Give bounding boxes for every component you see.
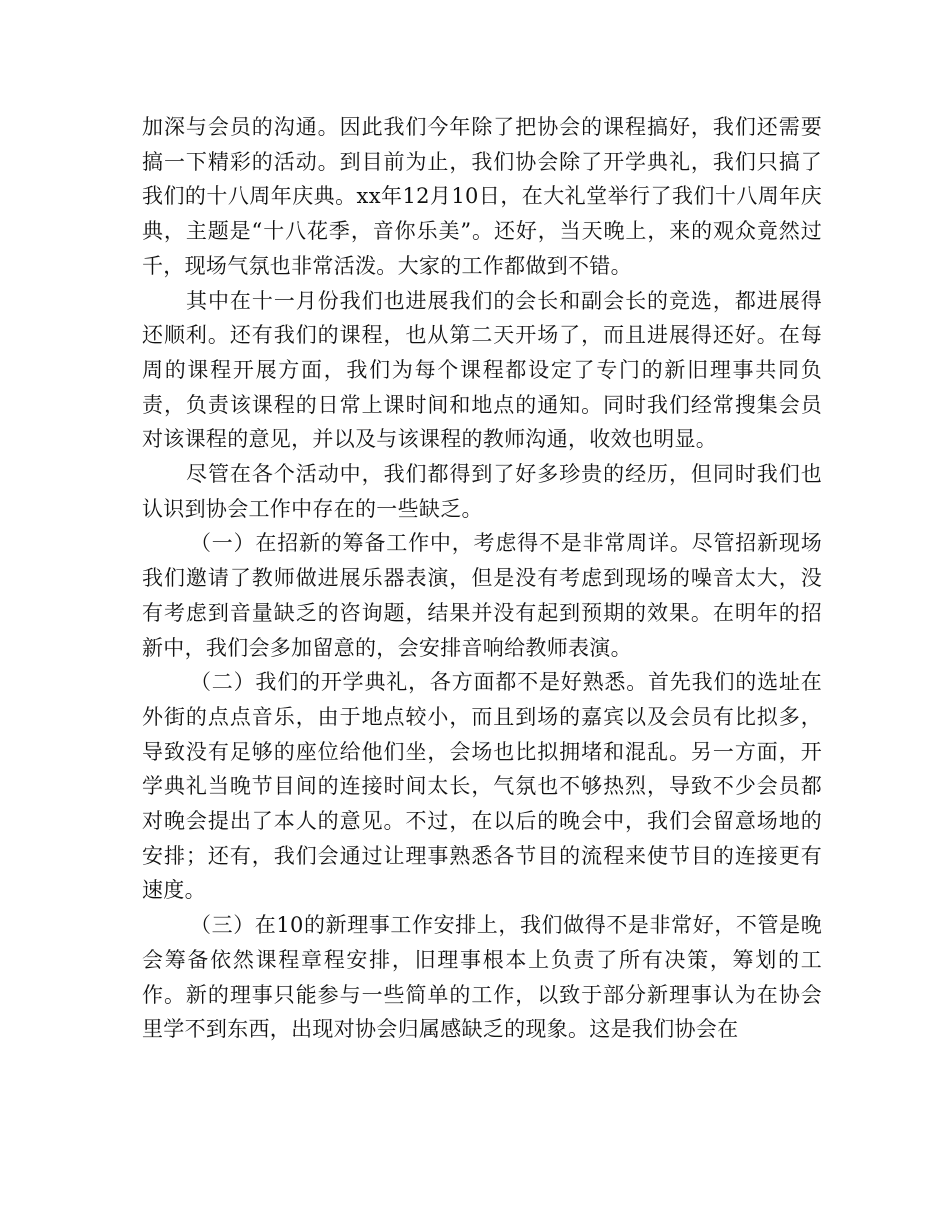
paragraph-6: （三）在10的新理事工作安排上，我们做得不是非常好，不管是晚会筹备依然课程章程安排，旧理事根本上负责了所有决策，筹划的工作。新的理事只能参与一些简单的工作，以致于部分新理事认为在协会里学不到东西，出现对协会归属感缺乏的现象。这是我们协会在 xyxy=(142,913,822,1042)
document-body xyxy=(142,110,822,1047)
paragraph-1: 加深与会员的沟通。因此我们今年除了把协会的课程搞好，我们还需要搞一下精彩的活动。到目前为止，我们协会除了开学典礼，我们只搞了我们的十八周年庆典。xx年12月10日，在大礼堂举行了我们十八周年庆典，主题是“十八花季，音你乐美”。还好，当天晚上，来的观众竟然过千，现场气氛也非常活泼。大家的工作都做到不错。 xyxy=(142,115,822,278)
paragraph-2: 其中在十一月份我们也进展我们的会长和副会长的竞选，都进展得还顺利。还有我们的课程，也从第二天开场了，而且进展得还好。在每周的课程开展方面，我们为每个课程都设定了专门的新旧理事共同负责，负责该课程的日常上课时间和地点的通知。同时我们经常搜集会员对该课程的意见，并以及与该课程的教师沟通，收效也明显。 xyxy=(142,288,822,452)
paragraph-5: （二）我们的开学典礼，各方面都不是好熟悉。首先我们的选址在外街的点点音乐，由于地点较小，而且到场的嘉宾以及会员有比拟多，导致没有足够的座位给他们坐，会场也比拟拥堵和混乱。另一方面，开学典礼当晚节目间的连接时间太长，气氛也不够热烈，导致不少会员都对晚会提出了本人的意见。不过，在以后的晚会中，我们会留意场地的安排；还有，我们会通过让理事熟悉各节目的流程来使节目的连接更有速度。 xyxy=(142,670,822,903)
paragraph-4: （一）在招新的筹备工作中，考虑得不是非常周详。尽管招新现场我们邀请了教师做进展乐器表演，但是没有考虑到现场的噪音太大，没有考虑到音量缺乏的咨询题，结果并没有起到预期的效果。在明年的招新中，我们会多加留意的，会安排音响给教师表演。 xyxy=(142,531,822,660)
paragraph-3: 尽管在各个活动中，我们都得到了好多珍贵的经历，但同时我们也认识到协会工作中存在的一些缺乏。 xyxy=(142,462,822,521)
